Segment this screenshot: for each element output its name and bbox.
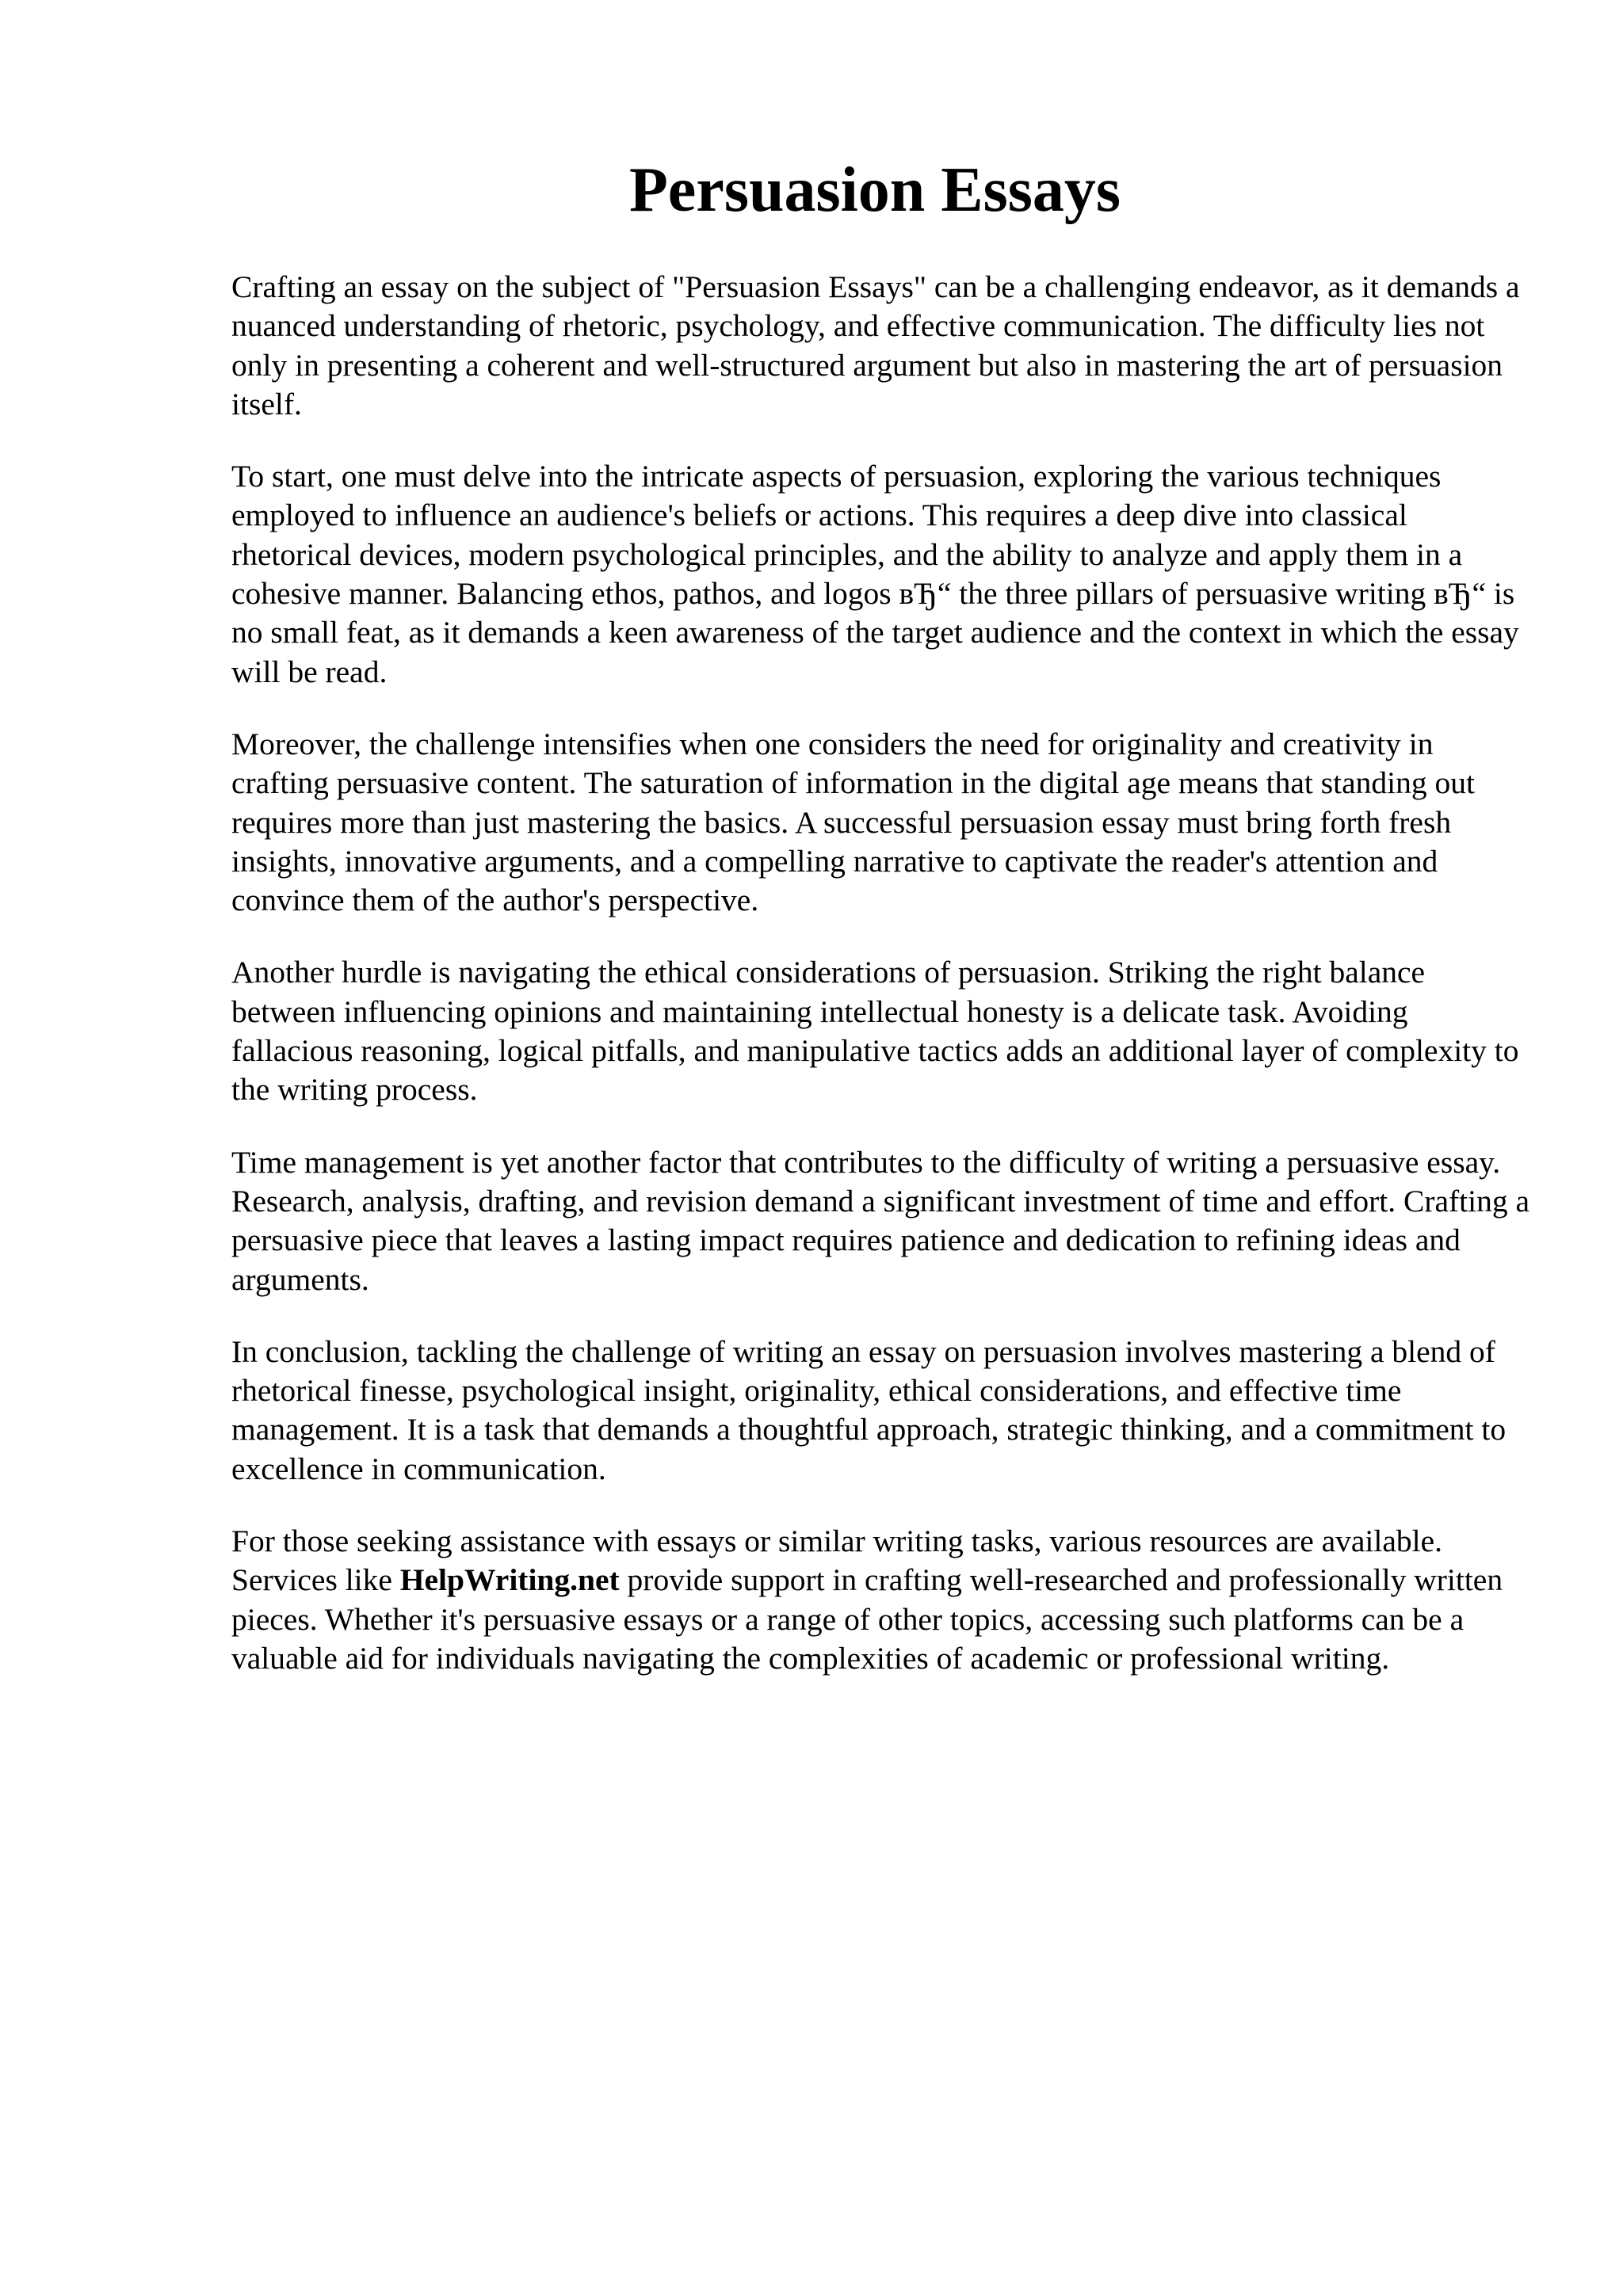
helpwriting-brand-link[interactable]: HelpWriting.net bbox=[399, 1562, 620, 1598]
closing-text-after: provide support in crafting well-researched and professionally written pieces. Whether it's persuasive essays or a range of other topics, accessing such platforms can be a valuable aid for individuals navigating the complexities of academic or professional writing. bbox=[231, 1562, 1503, 1676]
paragraph-closing bbox=[231, 1522, 1531, 1678]
paragraph-intro: Crafting an essay on the subject of "Persuasion Essays" can be a challenging endeavor, as it demands a nuanced understanding of rhetoric, psychology, and effective communication. The difficulty lies not only in presenting a coherent and well-structured argument but also in mastering the art of persuasion itself. bbox=[231, 269, 1520, 421]
paragraph-techniques: To start, one must delve into the intricate aspects of persuasion, exploring the various techniques employed to influence an audience's beliefs or actions. This requires a deep dive into classical rhetorical devices, modern psychological principles, and the ability to analyze and apply them in a cohesive manner. Balancing ethos, pathos, and logos вЂ“ the three pillars of persuasive writing вЂ“ is no small feat, as it demands a keen awareness of the target audience and the context in which the essay will be read. bbox=[231, 459, 1519, 689]
paragraph-ethics: Another hurdle is navigating the ethical considerations of persuasion. Striking the right balance between influencing opinions and maintaining intellectual honesty is a delicate task. Avoiding fallacious reasoning, logical pitfalls, and manipulative tactics adds an additional layer of complexity to the writing process. bbox=[231, 955, 1519, 1108]
document-body bbox=[231, 268, 1531, 1711]
closing-text-before: For those seeking assistance with essays or similar writing tasks, various resources are available. Services like bbox=[231, 1524, 1443, 1598]
paragraph-originality: Moreover, the challenge intensifies when one considers the need for originality and creativity in crafting persuasive content. The saturation of information in the digital age means that standing out requires more than just mastering the basics. A successful persuasion essay must bring forth fresh insights, innovative arguments, and a compelling narrative to captivate the reader's attention and convince them of the author's perspective. bbox=[231, 726, 1475, 918]
page-title: Persuasion Essays bbox=[628, 155, 1121, 225]
paragraph-conclusion: In conclusion, tackling the challenge of writing an essay on persuasion involves mastering a blend of rhetorical finesse, psychological insight, originality, ethical considerations, and effective time management. It is a task that demands a thoughtful approach, strategic thinking, and a commitment to excellence in communication. bbox=[231, 1333, 1507, 1486]
paragraph-time-management: Time management is yet another factor that contributes to the difficulty of writing a persuasive essay. Research, analysis, drafting, and revision demand a significant investment of time and effort. Crafting a persuasive piece that leaves a lasting impact requires patience and dedication to refining ideas and arguments. bbox=[231, 1144, 1530, 1297]
